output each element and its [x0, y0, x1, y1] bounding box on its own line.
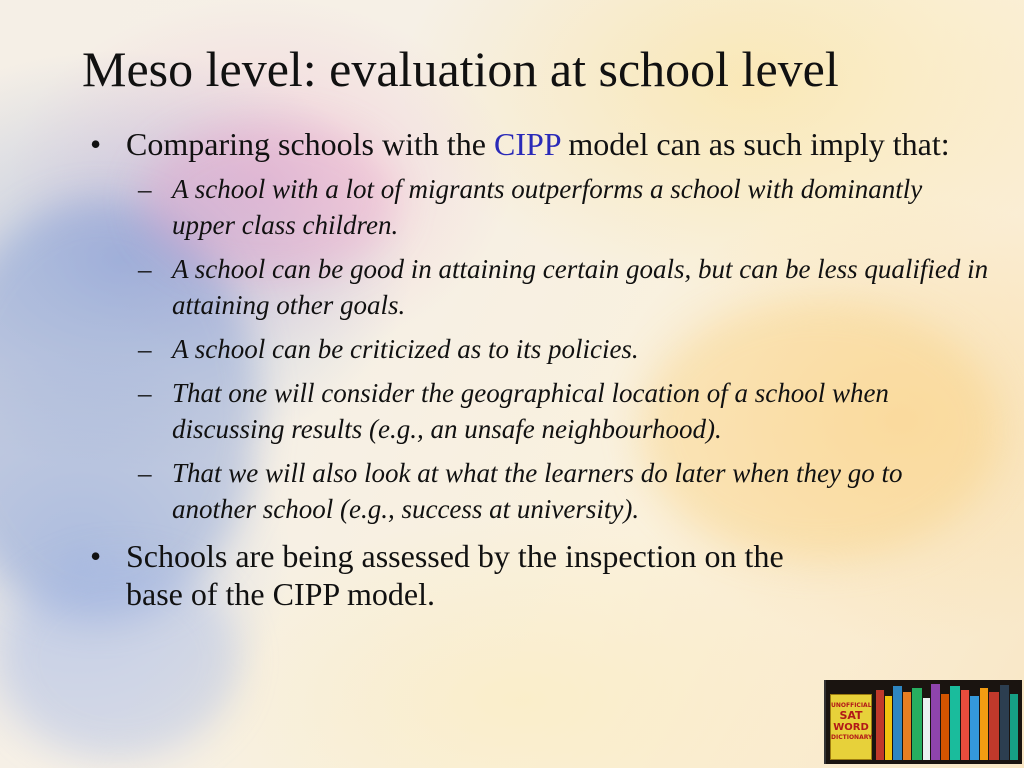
book-spine: [950, 686, 960, 760]
book-spine: [1000, 685, 1009, 760]
bullet-item: [90, 537, 826, 613]
dash-symbol: –: [138, 254, 152, 284]
bullet-text-end: model can as such imply that:: [560, 126, 950, 162]
sat-book-cover: [830, 694, 872, 760]
dash-symbol: –: [138, 334, 152, 364]
bullet-text-start: Comparing schools with the: [126, 126, 494, 162]
bullet-text: Schools are being assessed by the inspection on the base of the CIPP model.: [126, 538, 784, 612]
book-spine: [1010, 694, 1018, 760]
book-spine: [923, 698, 930, 760]
bullet-symbol: •: [90, 126, 102, 162]
bullet-symbol: •: [90, 538, 102, 574]
book-label-line: UNOFFICIAL: [831, 702, 872, 709]
sub-bullet-item: [90, 331, 990, 367]
book-spine: [885, 696, 892, 760]
book-label-line: DICTIONARY: [831, 734, 873, 741]
book-spine: [980, 688, 988, 760]
cipp-highlight: CIPP: [493, 126, 561, 162]
slide-body: [90, 125, 990, 613]
book-spine: [931, 684, 940, 760]
sub-bullet-text: That one will consider the geographical location of a school when discussing results (e.g., an unsafe neighbourhood).: [172, 378, 889, 444]
slide-title: Meso level: evaluation at school level: [82, 41, 839, 97]
sub-bullet-text: A school can be good in attaining certain goals, but can be less qualified in attaining other goals.: [172, 254, 989, 320]
bullet-item: [90, 125, 990, 163]
book-label-line: WORD: [833, 722, 869, 733]
book-spine: [876, 690, 884, 760]
sub-bullet-text: A school can be criticized as to its policies.: [172, 334, 639, 364]
book-label-line: SAT: [839, 709, 863, 722]
book-spine: [970, 696, 979, 760]
book-spine: [941, 694, 949, 760]
book-spine: [989, 692, 999, 760]
sub-bullet-item: [90, 455, 990, 527]
sub-bullet-text: A school with a lot of migrants outperforms a school with dominantly upper class children.: [172, 174, 923, 240]
book-spine: [893, 686, 902, 760]
book-spine: [961, 690, 969, 760]
dash-symbol: –: [138, 378, 152, 408]
sub-bullet-item: [90, 375, 990, 447]
sub-bullet-item: [90, 171, 990, 243]
sub-bullet-item: [90, 251, 990, 323]
dash-symbol: –: [138, 458, 152, 488]
sub-bullet-list: [90, 171, 990, 527]
bookshelf-photo: [824, 680, 1022, 764]
dash-symbol: –: [138, 174, 152, 204]
book-spine: [903, 692, 911, 760]
sub-bullet-text: That we will also look at what the learners do later when they go to another school (e.g., success at university).: [172, 458, 903, 524]
book-spine: [912, 688, 922, 760]
